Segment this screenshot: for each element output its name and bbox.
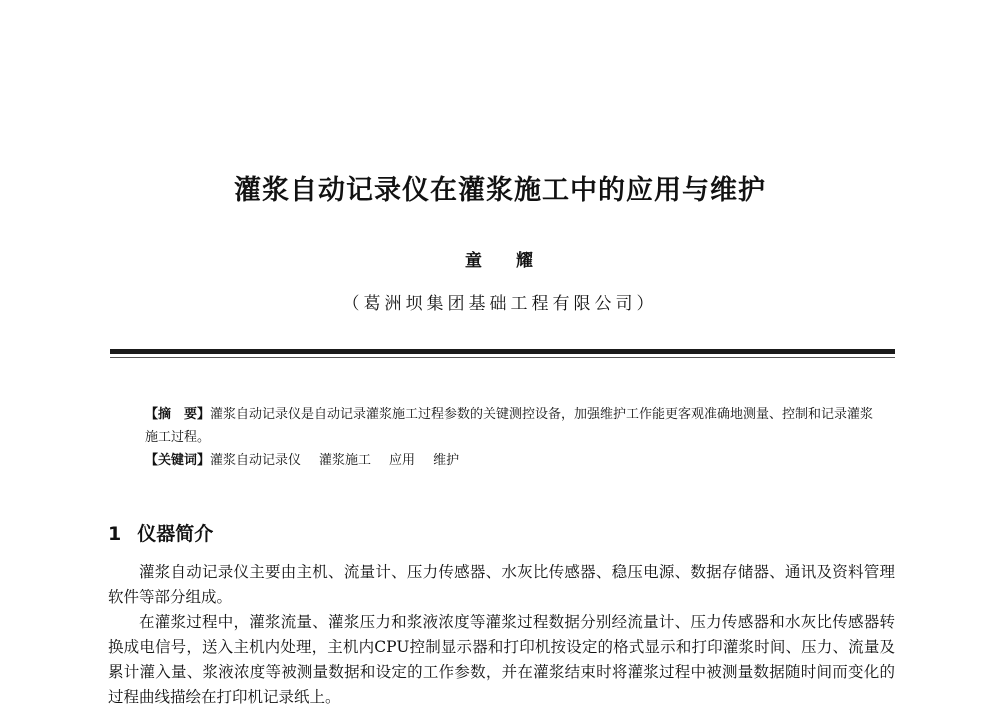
body-paragraph: 灌浆自动记录仪主要由主机、流量计、压力传感器、水灰比传感器、稳压电源、数据存储器、通讯及资料管理软件等部分组成。	[108, 563, 895, 606]
abstract-block	[145, 403, 885, 472]
section-heading	[108, 519, 213, 546]
keywords-label: 【关键词】	[145, 453, 211, 468]
keyword-item: 应用	[389, 453, 416, 468]
abstract-label: 【摘 要】	[145, 407, 211, 422]
section-title: 仪器简介	[137, 523, 214, 545]
keyword-item: 灌浆自动记录仪	[210, 453, 302, 468]
header-rule-thin	[110, 357, 895, 358]
abstract-text: 灌浆自动记录仪是自动记录灌浆施工过程参数的关键测控设备，加强维护工作能更客观准确地测量、控制和记录灌浆施工过程。	[145, 407, 874, 445]
keyword-item: 灌浆施工	[319, 453, 372, 468]
author-affiliation: （葛洲坝集团基础工程有限公司）	[342, 294, 658, 314]
keyword-item: 维护	[433, 453, 460, 468]
section-body	[108, 560, 895, 710]
section-number: 1	[108, 523, 122, 545]
header-rule-thick	[110, 349, 895, 354]
abstract-paragraph	[145, 403, 885, 449]
paper-title: 灌浆自动记录仪在灌浆施工中的应用与维护	[234, 175, 766, 206]
author-name: 童 耀	[465, 251, 547, 271]
body-paragraph: 在灌浆过程中，灌浆流量、灌浆压力和浆液浓度等灌浆过程数据分别经流量计、压力传感器和水灰比传感器转换成电信号，送入主机内处理，主机内CPU控制显示器和打印机按设定的格式显示和打印灌浆时间、压力、流量及累计灌入量、浆液浓度等被测量数据和设定的工作参数，并在灌浆结束时将灌浆过程中被测量数据随时间而变化的过程曲线描绘在打印机记录纸上。	[108, 613, 895, 706]
keywords-line	[145, 449, 885, 472]
